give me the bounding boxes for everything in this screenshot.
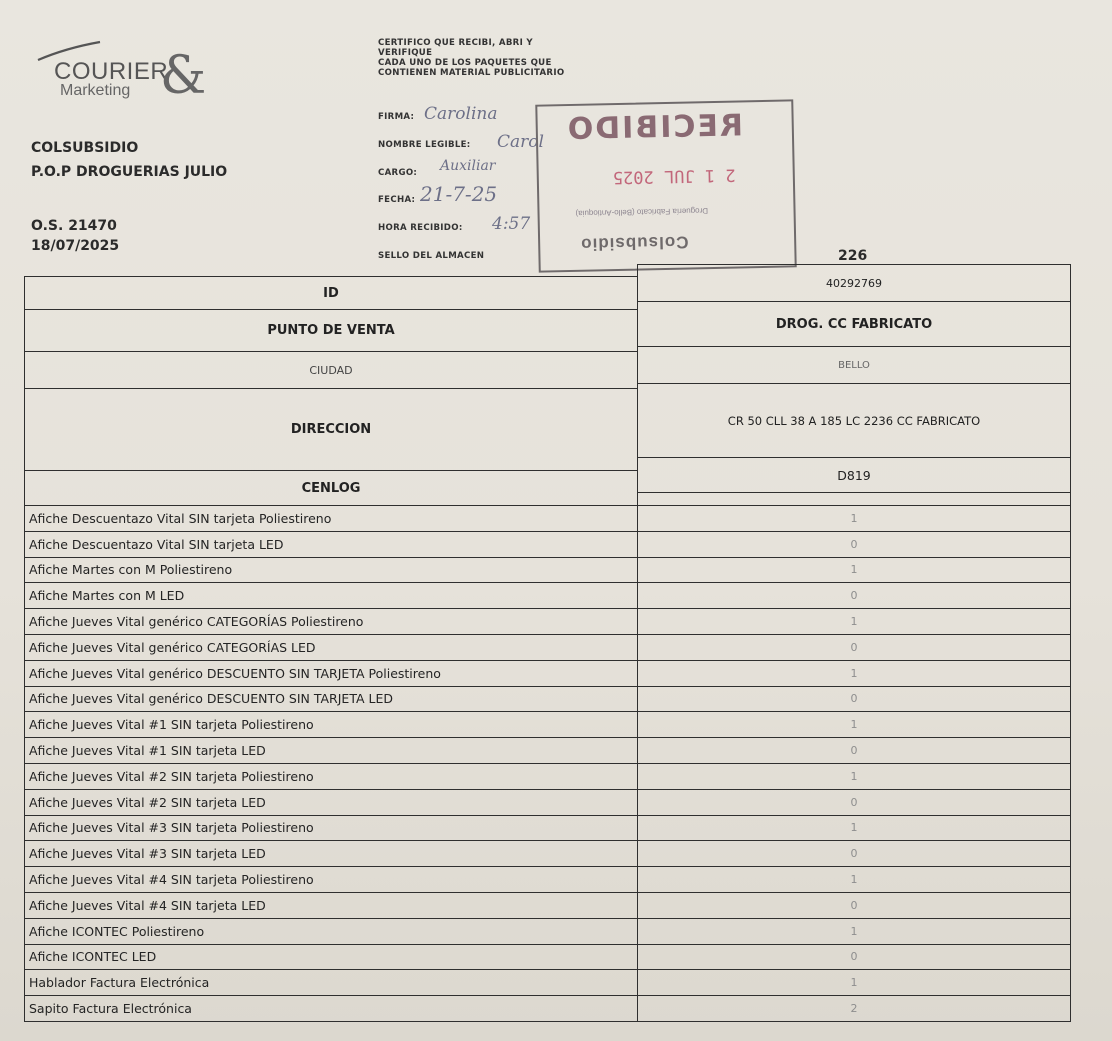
item-quantity: 0	[637, 789, 1071, 816]
city-value: BELLO	[637, 346, 1071, 384]
item-quantity: 1	[637, 763, 1071, 790]
stamp-date: 2 1 JUL 2025	[612, 164, 736, 188]
certificate-heading-line: VERIFIQUE	[378, 48, 433, 58]
certificate-heading	[378, 38, 564, 78]
address-label: DIRECCION	[24, 388, 638, 471]
item-name: Afiche Jueves Vital genérico DESCUENTO SIN TARJETA Poliestireno	[24, 660, 638, 687]
item-quantity: 1	[637, 660, 1071, 687]
certificate-heading-line: CERTIFICO QUE RECIBI, ABRI Y	[378, 38, 533, 48]
address-value: CR 50 CLL 38 A 185 LC 2236 CC FABRICATO	[637, 383, 1071, 458]
item-quantity: 0	[637, 686, 1071, 713]
item-name: Afiche Jueves Vital #4 SIN tarjeta LED	[24, 892, 638, 919]
item-quantity: 0	[637, 582, 1071, 609]
item-name: Afiche ICONTEC Poliestireno	[24, 918, 638, 945]
certificate-heading-line: CONTIENEN MATERIAL PUBLICITARIO	[378, 68, 565, 78]
sello-label: SELLO DEL ALMACEN	[378, 251, 485, 261]
item-name: Hablador Factura Electrónica	[24, 969, 638, 996]
item-name: Afiche Jueves Vital genérico CATEGORÍAS LED	[24, 634, 638, 661]
certificate-heading-line: CADA UNO DE LOS PAQUETES QUE	[378, 58, 552, 68]
hora-label: HORA RECIBIDO:	[378, 223, 463, 233]
cenlog-label: CENLOG	[24, 470, 638, 506]
pos-value: DROG. CC FABRICATO	[637, 301, 1071, 347]
fecha-label: FECHA:	[378, 195, 416, 205]
service-order: O.S. 21470	[31, 218, 117, 234]
item-name: Afiche Descuentazo Vital SIN tarjeta LED	[24, 531, 638, 558]
item-name: Afiche Jueves Vital #2 SIN tarjeta Poliestireno	[24, 763, 638, 790]
item-quantity: 0	[637, 634, 1071, 661]
item-name: Afiche Jueves Vital #4 SIN tarjeta Poliestireno	[24, 866, 638, 893]
cargo-value: Auxiliar	[440, 158, 496, 174]
stamp-address: Droguería Fabricato (Bello-Antioquia)	[575, 206, 709, 218]
item-quantity: 1	[637, 815, 1071, 842]
id-label: ID	[24, 276, 638, 310]
fecha-value: 21-7-25	[420, 182, 498, 206]
id-value: 40292769	[637, 264, 1071, 302]
page-number: 226	[838, 248, 868, 264]
item-name: Afiche Descuentazo Vital SIN tarjeta Poliestireno	[24, 505, 638, 532]
stamp-brand: Colsubsidio	[580, 232, 689, 254]
item-quantity: 2	[637, 995, 1071, 1022]
client-name: COLSUBSIDIO	[31, 140, 139, 156]
item-name: Afiche Jueves Vital #3 SIN tarjeta Poliestireno	[24, 815, 638, 842]
item-name: Afiche Martes con M LED	[24, 582, 638, 609]
item-name: Afiche Jueves Vital #3 SIN tarjeta LED	[24, 840, 638, 867]
nombre-value: Carol	[497, 132, 544, 152]
item-name: Sapito Factura Electrónica	[24, 995, 638, 1022]
city-label: CIUDAD	[24, 351, 638, 389]
item-quantity: 1	[637, 711, 1071, 738]
item-quantity: 0	[637, 840, 1071, 867]
item-quantity: 1	[637, 608, 1071, 635]
cargo-label: CARGO:	[378, 168, 418, 178]
item-name: Afiche Jueves Vital #1 SIN tarjeta LED	[24, 737, 638, 764]
project-name: P.O.P DROGUERIAS JULIO	[31, 164, 228, 180]
nombre-label: NOMBRE LEGIBLE:	[378, 140, 471, 150]
cenlog-value-spacer	[637, 492, 1071, 506]
item-quantity: 1	[637, 557, 1071, 584]
item-quantity: 0	[637, 944, 1071, 971]
item-name: Afiche Martes con M Poliestireno	[24, 557, 638, 584]
item-name: Afiche Jueves Vital genérico CATEGORÍAS Poliestireno	[24, 608, 638, 635]
firma-label: FIRMA:	[378, 112, 415, 122]
item-quantity: 0	[637, 737, 1071, 764]
item-name: Afiche Jueves Vital genérico DESCUENTO SIN TARJETA LED	[24, 686, 638, 713]
cenlog-value: D819	[637, 457, 1071, 493]
item-name: Afiche Jueves Vital #1 SIN tarjeta Poliestireno	[24, 711, 638, 738]
pos-label: PUNTO DE VENTA	[24, 309, 638, 352]
warehouse-stamp	[535, 99, 796, 272]
stamp-received-text: RECIBIDO	[565, 108, 744, 148]
item-quantity: 1	[637, 969, 1071, 996]
item-quantity: 1	[637, 918, 1071, 945]
courier-marketing-logo	[36, 40, 206, 110]
item-quantity: 1	[637, 505, 1071, 532]
hora-value: 4:57	[492, 214, 531, 234]
logo-subtitle: Marketing	[60, 82, 131, 99]
firma-value: Carolina	[424, 104, 498, 124]
order-date: 18/07/2025	[31, 238, 120, 254]
item-name: Afiche ICONTEC LED	[24, 944, 638, 971]
item-quantity: 0	[637, 531, 1071, 558]
logo-ampersand-icon: &	[160, 46, 207, 106]
logo-brand: COURIER	[54, 58, 169, 85]
item-quantity: 1	[637, 866, 1071, 893]
item-name: Afiche Jueves Vital #2 SIN tarjeta LED	[24, 789, 638, 816]
item-quantity: 0	[637, 892, 1071, 919]
